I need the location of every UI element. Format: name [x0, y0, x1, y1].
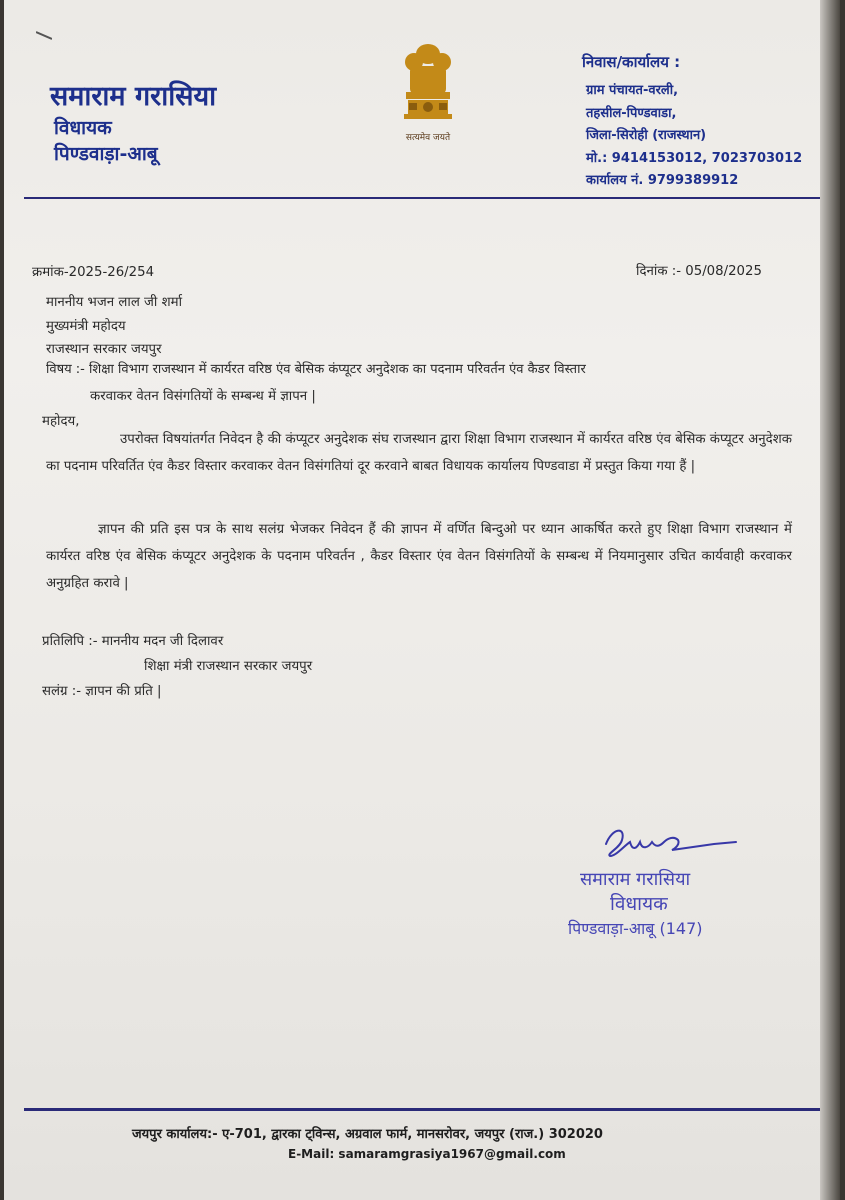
mla-designation: विधायक: [54, 117, 112, 139]
footer-divider: [24, 1108, 820, 1111]
header-divider: [24, 197, 820, 199]
mobile-numbers: मो.: 9414153012, 7023703012: [586, 151, 803, 166]
national-emblem-icon: [392, 40, 464, 150]
mla-constituency: पिण्डवाड़ा-आबू: [54, 143, 158, 165]
reference-number: क्रमांक-2025-26/254: [32, 265, 155, 280]
email-address: E-Mail: samaramgrasiya1967@gmail.com: [288, 1147, 566, 1161]
stamp-designation: विधायक: [610, 893, 668, 915]
copy-to-line-1: प्रतिलिपि :- माननीय मदन जी दिलावर: [42, 634, 224, 649]
enclosure-note: सलंग्र :- ज्ञापन की प्रति |: [42, 684, 162, 699]
handwritten-signature: [602, 820, 742, 860]
copy-to-line-2: शिक्षा मंत्री राजस्थान सरकार जयपुर: [144, 659, 313, 674]
addressee-line-1: माननीय भजन लाल जी शर्मा: [46, 295, 183, 310]
letter-page: [4, 0, 840, 1200]
subject-line-2: करवाकर वेतन विसंगतियों के सम्बन्ध में ज्ञापन |: [90, 389, 316, 404]
office-phone: कार्यालय नं. 9799389912: [586, 173, 739, 188]
emblem-motto: सत्यमेव जयते: [405, 133, 451, 143]
jaipur-office-address: जयपुर कार्यालय:- ए-701, द्वारका ट्विन्स, अग्रवाल फार्म, मानसरोवर, जयपुर (राज.) 302020: [132, 1127, 603, 1142]
addressee-line-3: राजस्थान सरकार जयपुर: [46, 342, 162, 357]
stamp-constituency: पिण्डवाड़ा-आबू (147): [568, 919, 703, 938]
addressee-line-2: मुख्यमंत्री महोदय: [46, 319, 126, 334]
letter-date: दिनांक :- 05/08/2025: [636, 264, 762, 279]
address-line-2: तहसील-पिण्डवाडा,: [586, 106, 677, 121]
punch-mark: [36, 30, 52, 40]
subject-line-1: विषय :- शिक्षा विभाग राजस्थान में कार्यरत वरिष्ठ एंव बेसिक कंप्यूटर अनुदेशक का पदनाम परिवर्तन एंव कैडर विस्तार: [46, 362, 586, 377]
address-line-1: ग्राम पंचायत-वरली,: [586, 83, 679, 98]
salutation: महोदय,: [42, 414, 80, 429]
page-edge-shadow: [820, 0, 840, 1200]
stamp-name: समाराम गरासिया: [580, 869, 691, 890]
mla-name: समाराम गरासिया: [50, 81, 217, 112]
body-paragraph-2: ज्ञापन की प्रति इस पत्र के साथ सलंग्र भेजकर निवेदन हैं की ज्ञापन में वर्णित बिन्दुओ पर ध्यान आकर्षित करते हुए शिक्षा विभाग राजस्थान में कार्यरत वरिष्ठ एंव बेसिक कंप्यूटर अनुदेशक के पदनाम परिवर्तन , कैडर विस्तार एंव वेतन विसंगतियों के सम्बन्ध में नियमानुसार उचित कार्यवाही करवाकर अनुग्रहित करावे |: [46, 522, 792, 591]
address-line-3: जिला-सिरोही (राजस्थान): [586, 128, 707, 143]
body-paragraph-1: उपरोक्त विषयांतर्गत निवेदन है की कंप्यूटर अनुदेशक संघ राजस्थान द्वारा शिक्षा विभाग राजस्थान में कार्यरत वरिष्ठ एंव बेसिक कंप्यूटर अनुदेशक का पदनाम परिवर्तित एंव कैडर विस्तार करवाकर वेतन विसंगतियां दूर करवाने बाबत विधायक कार्यालय पिण्डवाडा में प्रस्तुत किया गया हैं |: [46, 432, 792, 474]
office-heading: निवास/कार्यालय :: [582, 53, 681, 71]
